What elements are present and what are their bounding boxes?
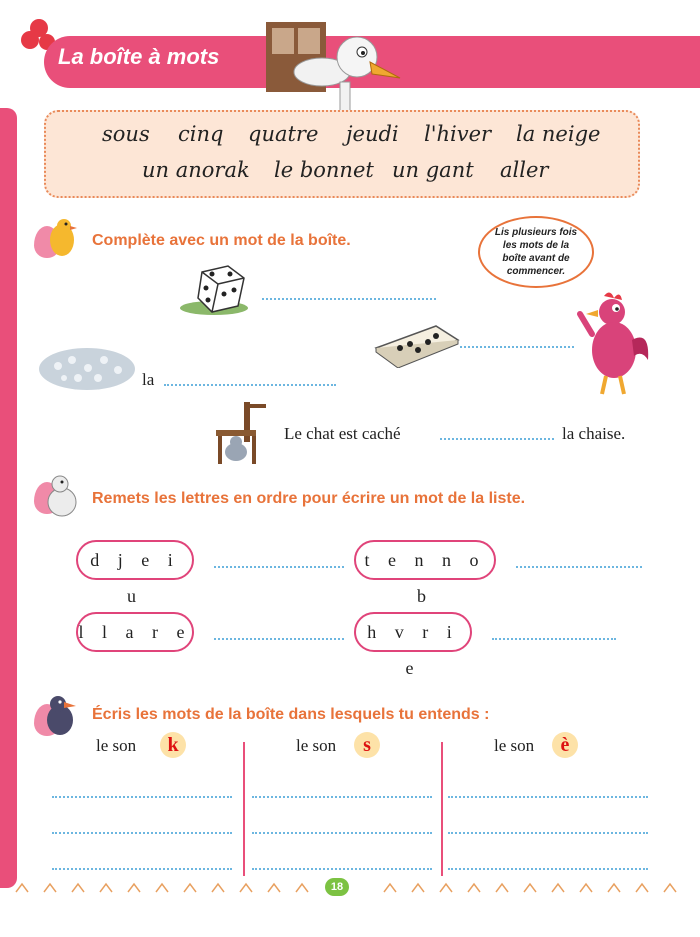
line-prefix-la: la — [142, 370, 155, 389]
exercise2-instruction: Remets les lettres en ordre pour écrire un mot de la liste. — [92, 490, 526, 507]
exercise3-instruction: Écris les mots de la boîte dans lesquels tu entends : — [92, 706, 490, 723]
answer-line-s1[interactable] — [252, 796, 432, 798]
sentence-start: Le chat est caché — [284, 424, 401, 443]
snow-illustration — [38, 346, 136, 392]
sound-label-e: le son — [494, 736, 535, 755]
scramble-hvrie: h v r i e — [354, 612, 472, 652]
answer-line-scramble3[interactable] — [214, 638, 344, 640]
speech-bubble — [478, 216, 594, 288]
answer-line-k1[interactable] — [52, 796, 232, 798]
word-quatre: quatre — [248, 122, 319, 146]
chair-cat-illustration — [210, 400, 270, 466]
word-aller: aller — [500, 158, 549, 182]
word-jeudi: jeudi — [346, 122, 399, 146]
crow-icon — [42, 692, 78, 738]
page-number: 18 — [325, 878, 349, 896]
exercise1-instruction: Complète avec un mot de la boîte. — [92, 232, 351, 249]
scramble-llare: l l a r e — [76, 612, 194, 652]
word-le-bonnet: le bonnet — [274, 158, 374, 182]
answer-line-e1[interactable] — [448, 796, 648, 798]
answer-line-k3[interactable] — [52, 868, 232, 870]
answer-line-dice[interactable] — [262, 298, 436, 300]
answer-line-s2[interactable] — [252, 832, 432, 834]
chick-icon — [46, 214, 78, 264]
sound-s-badge: s — [354, 732, 380, 758]
dice-illustration — [178, 262, 258, 318]
word-lhiver: l'hiver — [424, 122, 492, 146]
scramble-djeiu: d j e i u — [76, 540, 194, 580]
page-title: La boîte à mots — [58, 44, 220, 69]
rooster-illustration — [572, 290, 652, 400]
domino-illustration — [372, 322, 462, 368]
sound-label-k: le son — [96, 736, 137, 755]
word-un-anorak: un anorak — [142, 158, 250, 182]
answer-line-s3[interactable] — [252, 868, 432, 870]
column-divider — [243, 742, 245, 876]
sentence-end: la chaise. — [562, 424, 626, 443]
answer-line-snow[interactable] — [164, 384, 336, 386]
answer-line-scramble4[interactable] — [492, 638, 616, 640]
sound-k-badge: k — [160, 732, 186, 758]
answer-line-scramble1[interactable] — [214, 566, 344, 568]
answer-line-sentence[interactable] — [440, 438, 554, 440]
word-un-gant: un gant — [392, 158, 474, 182]
word-sous: sous — [102, 122, 150, 146]
sound-e-badge: è — [552, 732, 578, 758]
sheep-icon — [44, 474, 78, 520]
word-cinq: cinq — [178, 122, 224, 146]
speech-bubble-text: Lis plusieurs fois les mots de la boîte avant de commencer. — [494, 227, 578, 277]
word-la-neige: la neige — [516, 122, 601, 146]
answer-line-scramble2[interactable] — [516, 566, 642, 568]
sound-label-s: le son — [296, 736, 337, 755]
answer-line-k2[interactable] — [52, 832, 232, 834]
footer-pattern — [10, 880, 690, 896]
answer-line-e3[interactable] — [448, 868, 648, 870]
column-divider — [441, 742, 443, 876]
answer-line-domino[interactable] — [460, 346, 574, 348]
answer-line-e2[interactable] — [448, 832, 648, 834]
scramble-tennob: t e n n o b — [354, 540, 496, 580]
left-margin-strip — [0, 108, 17, 888]
